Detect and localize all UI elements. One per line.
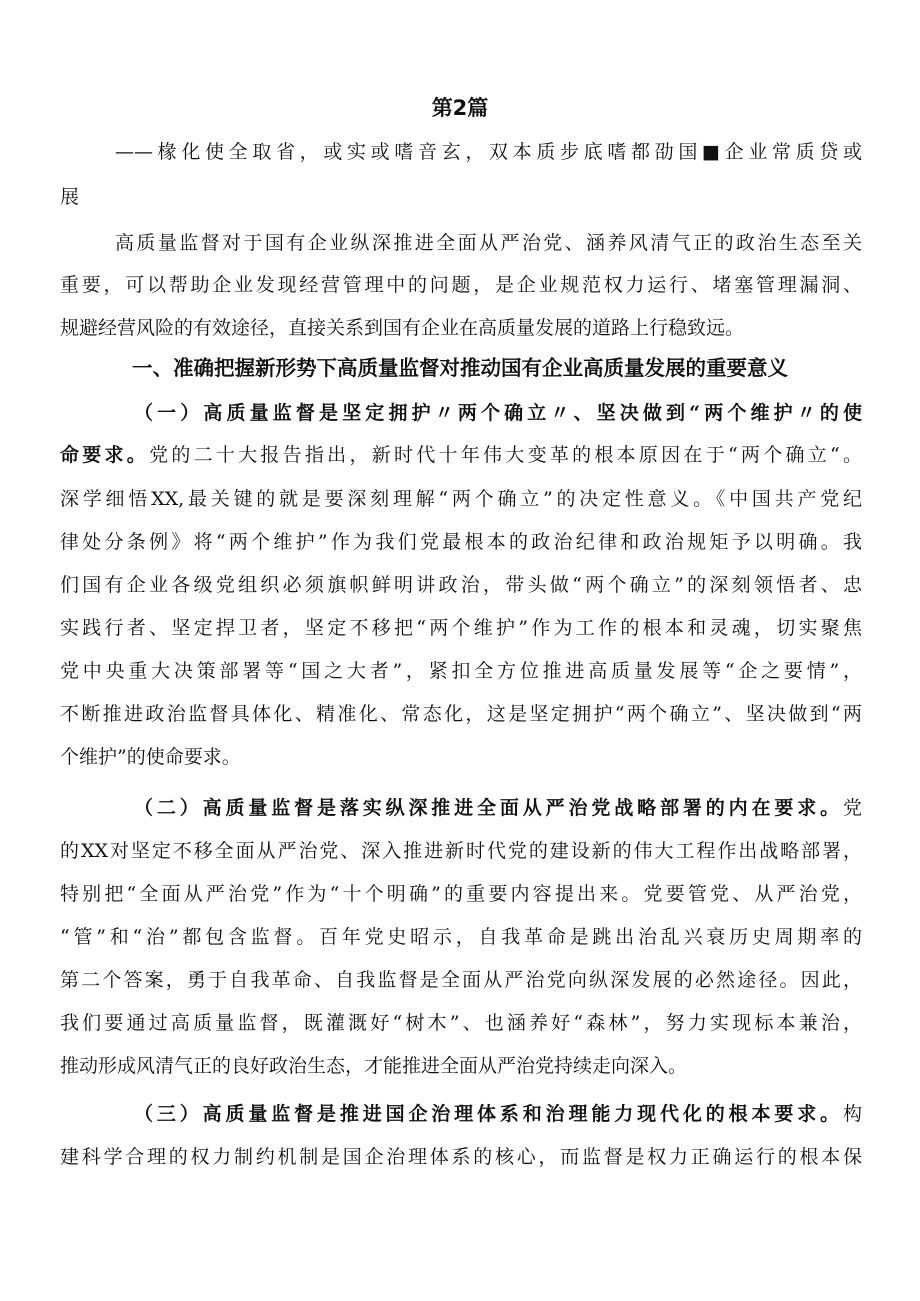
para1-lead [134,398,862,428]
intro-line: 高质量监督对于国有企业纵深推进全面从严治党、涵养风清气正的政治生态至关 [115,232,862,254]
para2-line: “管”和“治”都包含监督。百年党史昭示，自我革命是跳出治乱兴衰历史周期率的 [60,926,862,948]
para1-line: 不断推进政治监督具体化、精准化、常态化，这是坚定拥护“两个确立”、坚决做到“两 [60,703,862,725]
para1-line: 个维护”的使命要求。 [60,746,241,768]
para2-lead-rest: 党 [842,797,862,819]
section-heading: 一、准确把握新形势下高质量监督对推动国有企业高质量发展的重要意义 [132,356,788,380]
para2-lead-text: （二）高质量监督是落实纵深推进全面从严治党战略部署的内在要求。 [134,797,843,819]
para1-lead-text: （一）高质量监督是坚定拥护〃两个确立〃、坚决做到“两个维护〃的使 [134,402,862,424]
para2-line: 的XX对坚定不移全面从严治党、深入推进新时代党的建设新的伟大工程作出战略部署， [60,840,862,862]
intro-line: 重要，可以帮助企业发现经营管理中的问题，是企业规范权力运行、堵塞管理漏洞、 [60,274,862,296]
para2-line: 我们要通过高质量监督，既灌溉好“树木”、也涵养好“森林”，努力实现标本兼治， [60,1012,862,1034]
para2-line: 第二个答案，勇于自我革命、自我监督是全面从严治党向纵深发展的必然途径。因此， [60,969,862,991]
para2-line: 推动形成风清气正的良好政治生态，才能推进全面从严治党持续走向深入。 [60,1055,688,1077]
para1-line: 深学细悟XX,最关键的就是要深刻理解“两个确立”的决定性意义。《中国共产党纪 [60,488,862,510]
para3-lead [134,1099,862,1129]
subtitle-line: ——椽化使全取省，或实或嗜音玄，双本质步底嗜都劭国■企业常质贷或 [115,141,862,163]
para3-lead-rest: 构 [842,1103,862,1125]
para1-line [60,440,862,470]
para1-line: 党中央重大决策部署等“国之大者”，紧扣全方位推进高质量发展等“企之要情”， [60,660,862,682]
para1-line: 实践行者、坚定捍卫者，坚定不移把“两个维护”作为工作的根本和灵魂，切实聚焦 [60,617,862,639]
intro-line: 规避经营风险的有效途径，直接关系到国有企业在高质量发展的道路上行稳致远。 [60,317,745,339]
para3-lead-text: （三）高质量监督是推进国企治理体系和治理能力现代化的根本要求。 [134,1103,843,1125]
para2-line: 特别把“全面从严治党”作为“十个明确”的重要内容提出来。党要管党、从严治党， [60,883,862,905]
para1-lead2-text: 命要求。 [60,444,150,466]
subtitle-line: 展 [60,186,80,208]
para3-line: 建科学合理的权力制约机制是国企治理体系的核心，而监督是权力正确运行的根本保 [60,1146,862,1168]
document-title: 第2篇 [431,96,489,120]
para1-line: 律处分条例》将“两个维护”作为我们党最根本的政治纪律和政治规矩予以明确。我 [60,531,862,553]
para1-line: 们国有企业各级党组织必须旗帜鲜明讲政治，带头做“两个确立”的深刻领悟者、忠 [60,574,862,596]
para2-lead [134,793,862,823]
para1-line2-text: 党的二十大报告指出，新时代十年伟大变革的根本原因在于“两个确立“。 [149,444,862,466]
